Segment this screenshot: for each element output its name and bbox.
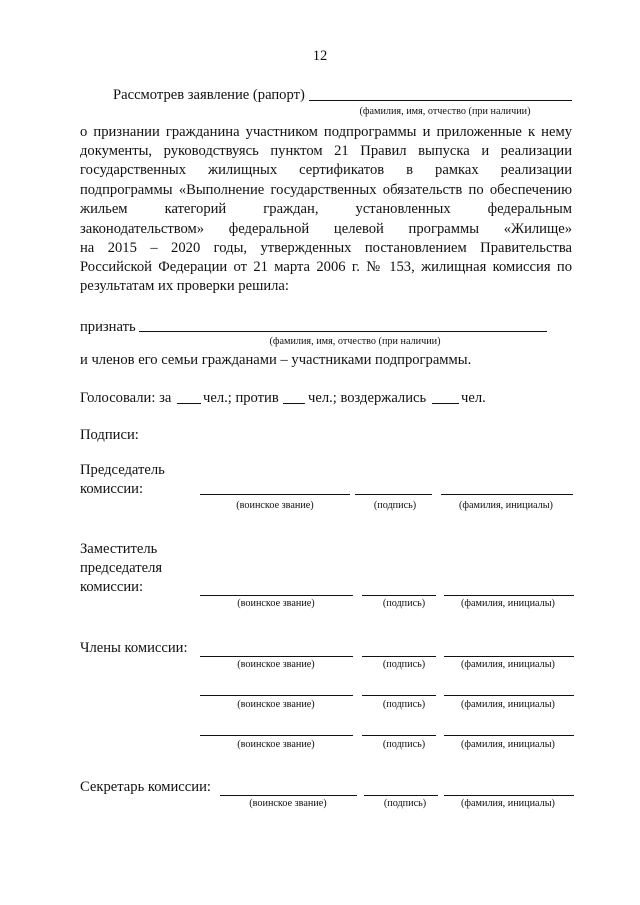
- voting-for-suffix: чел.; против: [203, 390, 279, 406]
- deputy-label-line1: Заместитель: [80, 541, 158, 557]
- secretary-signature-line[interactable]: [364, 795, 438, 796]
- rank-caption: (воинское звание): [237, 659, 315, 670]
- body-line: Российской Федерации от 21 марта 2006 г. № 153, жилищная комиссия по: [80, 259, 572, 275]
- rank-caption: (воинское звание): [249, 798, 327, 809]
- deputy-name-line[interactable]: [444, 595, 574, 596]
- name-caption: (фамилия, инициалы): [461, 739, 555, 750]
- rank-caption: (воинское звание): [237, 598, 315, 609]
- chairman-name-line[interactable]: [441, 494, 573, 495]
- member3-signature-line[interactable]: [362, 735, 436, 736]
- chairman-signature-line[interactable]: [355, 494, 432, 495]
- member1-rank-line[interactable]: [200, 656, 353, 657]
- votes-abstain-blank[interactable]: [432, 403, 459, 404]
- name-caption: (фамилия, инициалы): [461, 598, 555, 609]
- secretary-name-line[interactable]: [444, 795, 574, 796]
- recognize-lead: признать: [80, 319, 136, 335]
- chairman-label-line2: комиссии:: [80, 481, 144, 497]
- chairman-label-line1: Председатель: [80, 462, 165, 478]
- voting-abstain-suffix: чел.: [461, 390, 486, 406]
- name-caption: (фамилия, инициалы): [459, 500, 553, 511]
- deputy-rank-line[interactable]: [200, 595, 353, 596]
- chairman-rank-line[interactable]: [200, 494, 350, 495]
- deputy-label-line3: комиссии:: [80, 579, 144, 595]
- rank-caption: (воинское звание): [237, 699, 315, 710]
- rank-caption: (воинское звание): [236, 500, 314, 511]
- votes-for-blank[interactable]: [177, 403, 201, 404]
- members-label: Члены комиссии:: [80, 640, 188, 656]
- applicant-name-caption: (фамилия, имя, отчество (при наличии): [359, 106, 531, 117]
- rank-caption: (воинское звание): [237, 739, 315, 750]
- voting-prefix: Голосовали: за: [80, 390, 172, 406]
- signature-caption: (подпись): [382, 598, 426, 609]
- body-line: на 2015 – 2020 годы, утвержденных постановлением Правительства: [80, 240, 572, 256]
- recognized-name-line[interactable]: [139, 331, 547, 332]
- votes-against-blank[interactable]: [283, 403, 305, 404]
- member2-signature-line[interactable]: [362, 695, 436, 696]
- member1-name-line[interactable]: [444, 656, 574, 657]
- name-caption: (фамилия, инициалы): [461, 659, 555, 670]
- body-line: законодательством» федеральной целевой программы «Жилище»: [80, 221, 572, 237]
- deputy-signature-line[interactable]: [362, 595, 436, 596]
- member2-rank-line[interactable]: [200, 695, 353, 696]
- member3-name-line[interactable]: [444, 735, 574, 736]
- signature-caption: (подпись): [382, 739, 426, 750]
- body-line: документы, руководствуясь пунктом 21 Правил выпуска и реализации: [80, 143, 572, 159]
- signatures-title: Подписи:: [80, 427, 139, 443]
- voting-against-suffix: чел.; воздержались: [308, 390, 427, 406]
- deputy-label-line2: председателя: [80, 560, 163, 576]
- intro-lead: Рассмотрев заявление (рапорт): [113, 87, 305, 103]
- applicant-name-line[interactable]: [309, 100, 572, 101]
- signature-caption: (подпись): [382, 699, 426, 710]
- body-line: жильем категорий граждан, установленных федеральным: [80, 201, 572, 217]
- recognized-name-caption: (фамилия, имя, отчество (при наличии): [269, 336, 441, 347]
- member2-name-line[interactable]: [444, 695, 574, 696]
- member3-rank-line[interactable]: [200, 735, 353, 736]
- secretary-label: Секретарь комиссии:: [80, 779, 211, 795]
- member1-signature-line[interactable]: [362, 656, 436, 657]
- name-caption: (фамилия, инициалы): [461, 699, 555, 710]
- body-line: о признании гражданина участником подпрограммы и приложенные к нему: [80, 124, 572, 140]
- name-caption: (фамилия, инициалы): [461, 798, 555, 809]
- body-line: государственных жилищных сертификатов в рамках реализации: [80, 162, 572, 178]
- secretary-rank-line[interactable]: [220, 795, 357, 796]
- signature-caption: (подпись): [382, 659, 426, 670]
- signature-caption: (подпись): [383, 798, 427, 809]
- body-line: подпрограммы «Выполнение государственных обязательств по обеспечению: [80, 182, 572, 198]
- page-number: 12: [312, 48, 328, 64]
- signature-caption: (подпись): [373, 500, 417, 511]
- recognize-tail: и членов его семьи гражданами – участниками подпрограммы.: [80, 352, 472, 368]
- body-line-last: результатам их проверки решила:: [80, 278, 289, 294]
